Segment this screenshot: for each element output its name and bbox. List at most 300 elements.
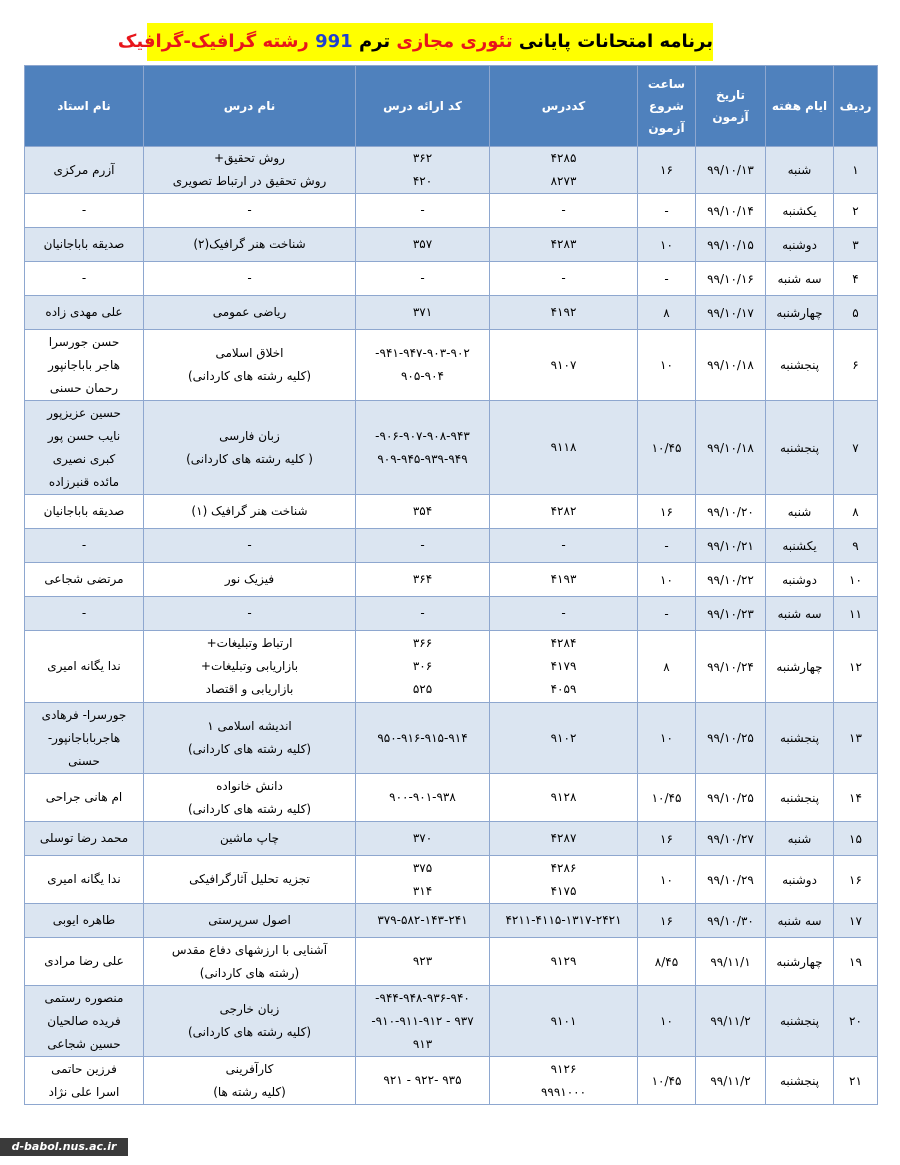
weekday-cell: شنبه (766, 495, 834, 529)
offer-code-cell-line: ۳۶۶ (412, 636, 433, 650)
offer-code-cell-line: ۳۱۴ (412, 883, 433, 898)
course-name-cell (144, 495, 356, 529)
date-cell: ۹۹/۱۱/۲ (696, 986, 766, 1057)
course-code-cell-line: ۴۲۸۲ (550, 504, 577, 518)
professor-cell (25, 986, 144, 1057)
time-cell: ۱۰/۴۵ (638, 401, 696, 495)
course-name-cell (144, 194, 356, 228)
course-name-cell (144, 631, 356, 703)
course-name-cell (144, 703, 356, 774)
course-code-cell (490, 597, 638, 631)
professor-cell-line: علی رضا مرادی (44, 954, 124, 968)
offer-code-cell (356, 296, 490, 330)
course-name-cell-line: فیزیک نور (224, 572, 275, 586)
professor-cell-line: - (81, 606, 87, 620)
professor-cell-line: هاجرباباجانپور- (47, 730, 121, 745)
offer-code-cell (356, 495, 490, 529)
professor-cell (25, 563, 144, 597)
row-number-cell: ۱۶ (834, 856, 878, 904)
course-code-cell (490, 703, 638, 774)
professor-cell-line: حسنی (68, 753, 100, 768)
course-code-cell (490, 856, 638, 904)
time-cell: ۱۰/۴۵ (638, 1057, 696, 1105)
offer-code-cell-line: ۹۵۰-۹۱۶-۹۱۵-۹۱۴ (377, 730, 468, 745)
professor-cell-line: محمد رضا توسلی (39, 831, 129, 845)
offer-code-cell (356, 147, 490, 194)
offer-code-cell (356, 1057, 490, 1105)
time-cell: ۱۶ (638, 904, 696, 938)
weekday-cell: پنجشنبه (766, 774, 834, 822)
date-cell: ۹۹/۱۰/۲۰ (696, 495, 766, 529)
time-cell: ۸/۴۵ (638, 938, 696, 986)
table-row (25, 194, 878, 228)
professor-cell-line: صدیقه باباجانیان (43, 504, 125, 518)
course-code-cell-line: ۴۱۷۵ (550, 883, 577, 898)
course-name-cell-line: (رشته های کاردانی) (199, 965, 300, 980)
course-name-cell-line: (کلیه رشته های کاردانی) (187, 801, 311, 816)
offer-code-cell (356, 631, 490, 703)
professor-cell (25, 703, 144, 774)
time-cell: ۱۰ (638, 330, 696, 401)
course-name-cell-line: روش تحقیق+ (214, 151, 285, 165)
professor-cell-line: - (81, 538, 87, 552)
course-name-cell (144, 330, 356, 401)
professor-cell-line: ام هانی جراحی (45, 790, 123, 804)
course-code-cell-line: - (561, 606, 566, 620)
table-row (25, 986, 878, 1057)
time-cell: - (638, 262, 696, 296)
course-name-cell-line: ( کلیه رشته های کاردانی) (186, 451, 313, 466)
professor-cell (25, 822, 144, 856)
row-number-cell: ۱ (834, 147, 878, 194)
table-row (25, 703, 878, 774)
course-name-cell-line: زبان خارجی (219, 1002, 280, 1016)
row-number-cell: ۱۴ (834, 774, 878, 822)
course-name-cell (144, 401, 356, 495)
time-cell: ۱۰ (638, 228, 696, 262)
course-name-cell-line: ارتباط وتبلیغات+ (206, 636, 293, 650)
weekday-cell: چهارشنبه (766, 296, 834, 330)
page-title (117, 23, 713, 61)
offer-code-cell-line: ۳۷۰ (412, 831, 433, 845)
row-number-cell: ۱۹ (834, 938, 878, 986)
professor-cell (25, 904, 144, 938)
offer-code-cell (356, 529, 490, 563)
professor-cell (25, 262, 144, 296)
date-cell: ۹۹/۱۰/۲۷ (696, 822, 766, 856)
course-code-cell (490, 401, 638, 495)
weekday-cell: چهارشنبه (766, 938, 834, 986)
offer-code-cell (356, 856, 490, 904)
date-cell: ۹۹/۱۰/۲۵ (696, 774, 766, 822)
course-name-cell-line: - (247, 606, 252, 620)
professor-cell-line: ندا یگانه امیری (47, 872, 121, 886)
course-code-cell (490, 1057, 638, 1105)
title-part-5: رشته گرافیک-گرافیک (117, 31, 309, 52)
professor-cell (25, 401, 144, 495)
course-name-cell-line: روش تحقیق در ارتباط تصویری (172, 174, 327, 188)
row-number-cell: ۶ (834, 330, 878, 401)
title-part-1: برنامه امتحانات پایانی (518, 31, 713, 52)
header-offer-code: کد ارائه درس (356, 66, 490, 147)
row-number-cell: ۹ (834, 529, 878, 563)
course-name-cell-line: شناخت هنر گرافیک(۲) (193, 237, 306, 251)
course-code-cell (490, 330, 638, 401)
header-date-line: آزمون (712, 110, 749, 124)
title-part-3: ترم (358, 31, 391, 52)
professor-cell-line: فریده صالحیان (47, 1013, 121, 1028)
course-code-cell (490, 228, 638, 262)
time-cell: - (638, 597, 696, 631)
weekday-cell: شنبه (766, 147, 834, 194)
offer-code-cell (356, 401, 490, 495)
header-date (696, 66, 766, 147)
course-code-cell-line: ۴۱۷۹ (550, 659, 577, 673)
course-code-cell-line: - (561, 203, 566, 217)
course-code-cell-line: ۹۱۲۸ (550, 790, 577, 804)
header-time-line: شروع (649, 99, 684, 113)
header-course-name: نام درس (144, 66, 356, 147)
date-cell: ۹۹/۱۰/۱۳ (696, 147, 766, 194)
weekday-cell: پنجشنبه (766, 401, 834, 495)
professor-cell-line: حسین شجاعی (47, 1036, 121, 1051)
row-number-cell: ۱۱ (834, 597, 878, 631)
table-row (25, 330, 878, 401)
course-name-cell-line: اصول سرپرستی (208, 913, 291, 927)
offer-code-cell (356, 262, 490, 296)
header-time-line: ساعت (647, 77, 686, 91)
row-number-cell: ۲ (834, 194, 878, 228)
time-cell: ۱۰ (638, 856, 696, 904)
offer-code-cell-line: ۵۲۵ (412, 682, 433, 696)
site-watermark: d-babol.nus.ac.ir (0, 1138, 128, 1156)
header-time-line: آزمون (648, 121, 685, 135)
offer-code-cell-line: ۹۴۴-۹۴۸-۹۳۶-۹۴۰- (375, 990, 470, 1005)
professor-cell-line: اسرا علی نژاد (48, 1084, 120, 1099)
offer-code-cell-line: ۳۷۱ (412, 305, 433, 319)
course-name-cell-line: - (247, 203, 252, 217)
course-code-cell-line: - (561, 538, 566, 552)
professor-cell (25, 631, 144, 703)
course-name-cell (144, 296, 356, 330)
course-name-cell (144, 904, 356, 938)
exam-schedule-table (24, 65, 878, 1105)
course-code-cell-line: ۴۲۸۵ (550, 151, 577, 165)
date-cell: ۹۹/۱۱/۲ (696, 1057, 766, 1105)
course-code-cell-line: ۹۱۰۲ (550, 730, 577, 745)
weekday-cell: سه شنبه (766, 262, 834, 296)
course-name-cell (144, 262, 356, 296)
offer-code-cell (356, 597, 490, 631)
offer-code-cell (356, 228, 490, 262)
course-name-cell-line: شناخت هنر گرافیک (۱) (191, 504, 308, 518)
table-header-row (25, 66, 878, 147)
professor-cell-line: منصوره رستمی (44, 990, 124, 1005)
weekday-cell: سه شنبه (766, 597, 834, 631)
weekday-cell: یکشنبه (766, 194, 834, 228)
date-cell: ۹۹/۱۰/۲۴ (696, 631, 766, 703)
weekday-cell: پنجشنبه (766, 986, 834, 1057)
course-code-cell-line: ۹۱۲۹ (550, 954, 577, 968)
professor-cell-line: حسین عزیزپور (47, 405, 121, 420)
row-number-cell: ۱۳ (834, 703, 878, 774)
course-code-cell (490, 563, 638, 597)
course-code-cell (490, 774, 638, 822)
header-date-line: تاریخ (715, 88, 746, 102)
offer-code-cell (356, 938, 490, 986)
course-code-cell-line: ۴۱۹۳ (550, 572, 577, 586)
table-row (25, 529, 878, 563)
professor-cell-line: رحمان حسنی (49, 380, 119, 395)
row-number-cell: ۲۰ (834, 986, 878, 1057)
date-cell: ۹۹/۱۰/۱۸ (696, 401, 766, 495)
course-code-cell-line: ۴۱۹۲ (550, 305, 577, 319)
course-code-cell-line: ۴۲۸۳ (550, 237, 577, 251)
row-number-cell: ۷ (834, 401, 878, 495)
time-cell: ۱۰ (638, 703, 696, 774)
professor-cell (25, 194, 144, 228)
table-row (25, 822, 878, 856)
date-cell: ۹۹/۱۰/۱۵ (696, 228, 766, 262)
table-row (25, 262, 878, 296)
time-cell: ۸ (638, 296, 696, 330)
course-name-cell-line: (کلیه رشته های کاردانی) (187, 369, 311, 383)
row-number-cell: ۳ (834, 228, 878, 262)
course-name-cell-line: ریاضی عمومی (212, 305, 287, 319)
course-code-cell (490, 529, 638, 563)
header-time (638, 66, 696, 147)
professor-cell-line: فرزین حاتمی (51, 1061, 117, 1076)
table-row (25, 904, 878, 938)
offer-code-cell-line: ۳۷۵ (412, 860, 433, 875)
header-row-no: ردیف (834, 66, 878, 147)
course-code-cell-line: - (561, 271, 566, 285)
course-name-cell-line: (کلیه رشته ها) (213, 1084, 286, 1099)
offer-code-cell-line: ۳۵۷ (412, 237, 433, 251)
offer-code-cell-line: ۹۰۶-۹۰۷-۹۰۸-۹۴۳- (375, 428, 470, 443)
offer-code-cell-line: ۳۶۴ (412, 572, 433, 586)
time-cell: - (638, 529, 696, 563)
time-cell: ۱۶ (638, 822, 696, 856)
professor-cell (25, 228, 144, 262)
offer-code-cell-line: ۳۵۴ (412, 504, 433, 518)
date-cell: ۹۹/۱۰/۱۶ (696, 262, 766, 296)
course-name-cell-line: - (247, 538, 252, 552)
weekday-cell: پنجشنبه (766, 1057, 834, 1105)
professor-cell-line: آزرم مرکزی (53, 162, 115, 177)
course-name-cell-line: کارآفرینی (225, 1061, 274, 1076)
table-row (25, 774, 878, 822)
professor-cell (25, 597, 144, 631)
professor-cell (25, 147, 144, 194)
offer-code-cell-line: ۳۰۶ (412, 659, 433, 673)
offer-code-cell (356, 563, 490, 597)
table-row (25, 856, 878, 904)
header-professor: نام استاد (25, 66, 144, 147)
offer-code-cell-line: ۹۰۹-۹۴۵-۹۳۹-۹۴۹ (377, 451, 468, 466)
course-code-cell-line: ۴۲۸۶ (550, 860, 577, 875)
course-code-cell (490, 495, 638, 529)
course-code-cell (490, 296, 638, 330)
title-part-2: تئوری مجازی (396, 31, 513, 52)
offer-code-cell-line: - (420, 606, 425, 620)
course-name-cell-line: (کلیه رشته های کاردانی) (187, 742, 311, 756)
offer-code-cell-line: ۳۷۹-۵۸۲-۱۴۳-۲۴۱ (377, 913, 468, 927)
professor-cell-line: کبری نصیری (52, 451, 116, 466)
offer-code-cell-line: - (420, 271, 425, 285)
time-cell: ۱۰ (638, 563, 696, 597)
date-cell: ۹۹/۱۰/۲۹ (696, 856, 766, 904)
row-number-cell: ۱۵ (834, 822, 878, 856)
offer-code-cell-line: ۴۲۰ (412, 174, 433, 188)
weekday-cell: دوشنبه (766, 856, 834, 904)
table-row (25, 296, 878, 330)
date-cell: ۹۹/۱۱/۱ (696, 938, 766, 986)
weekday-cell: دوشنبه (766, 563, 834, 597)
offer-code-cell-line: - (420, 538, 425, 552)
course-name-cell (144, 147, 356, 194)
offer-code-cell-line: ۹۰۵-۹۰۴ (400, 369, 444, 383)
time-cell: ۸ (638, 631, 696, 703)
offer-code-cell (356, 986, 490, 1057)
course-name-cell-line: تجزیه تحلیل آثارگرافیکی (189, 872, 310, 886)
course-code-cell-line: ۴۲۸۴ (550, 636, 577, 650)
offer-code-cell-line: ۹۰۰-۹۰۱-۹۳۸ (389, 790, 456, 804)
professor-cell-line: صدیقه باباجانیان (43, 237, 125, 251)
time-cell: ۱۰ (638, 986, 696, 1057)
course-code-cell (490, 631, 638, 703)
course-code-cell (490, 822, 638, 856)
offer-code-cell (356, 774, 490, 822)
professor-cell-line: هاجر باباجانپور (48, 357, 120, 372)
row-number-cell: ۴ (834, 262, 878, 296)
weekday-cell: شنبه (766, 822, 834, 856)
offer-code-cell (356, 822, 490, 856)
professor-cell-line: علی مهدی زاده (45, 305, 123, 319)
course-name-cell (144, 938, 356, 986)
course-name-cell-line: بازاریابی و اقتصاد (205, 682, 294, 696)
professor-cell (25, 330, 144, 401)
table-row (25, 563, 878, 597)
time-cell: ۱۶ (638, 495, 696, 529)
offer-code-cell-line: ۹۳۷ - ۹۱۰-۹۱۱-۹۱۲- (371, 1013, 474, 1028)
time-cell: ۱۶ (638, 147, 696, 194)
course-code-cell-line: ۹۱۲۶ (550, 1061, 577, 1076)
course-name-cell (144, 856, 356, 904)
professor-cell (25, 495, 144, 529)
course-name-cell-line: اندیشه اسلامی ۱ (207, 719, 292, 733)
course-name-cell (144, 529, 356, 563)
course-code-cell (490, 904, 638, 938)
weekday-cell: چهارشنبه (766, 631, 834, 703)
course-code-cell-line: ۴۲۸۷ (550, 831, 577, 845)
professor-cell-line: مرتضی شجاعی (44, 572, 124, 586)
date-cell: ۹۹/۱۰/۳۰ (696, 904, 766, 938)
professor-cell (25, 938, 144, 986)
professor-cell-line: طاهره ایوبی (52, 913, 116, 927)
course-name-cell (144, 774, 356, 822)
course-code-cell (490, 262, 638, 296)
course-code-cell (490, 147, 638, 194)
course-name-cell-line: چاپ ماشین (219, 831, 280, 845)
professor-cell-line: نایب حسن پور (47, 428, 121, 443)
table-row (25, 228, 878, 262)
course-name-cell-line: آشنایی با ارزشهای دفاع مقدس (171, 942, 328, 957)
course-name-cell-line: اخلاق اسلامی (215, 346, 284, 360)
course-code-cell-line: ۹۱۰۱ (550, 1013, 577, 1028)
offer-code-cell-line: ۹۳۵ -۹۲۲ - ۹۲۱ (383, 1073, 462, 1087)
weekday-cell: پنجشنبه (766, 703, 834, 774)
offer-code-cell-line: ۹۲۳ (412, 954, 433, 968)
course-name-cell-line: بازاریابی وتبلیغات+ (200, 659, 299, 673)
weekday-cell: دوشنبه (766, 228, 834, 262)
time-cell: - (638, 194, 696, 228)
professor-cell-line: حسن جورسرا (48, 334, 120, 349)
course-code-cell-line: ۸۲۷۳ (550, 174, 577, 188)
professor-cell (25, 529, 144, 563)
header-course-code: کددرس (490, 66, 638, 147)
course-code-cell (490, 986, 638, 1057)
course-name-cell-line: زبان فارسی (219, 428, 280, 443)
offer-code-cell (356, 330, 490, 401)
course-name-cell-line: - (247, 271, 252, 285)
professor-cell-line: - (81, 271, 87, 285)
professor-cell (25, 856, 144, 904)
professor-cell-line: مائده قنبرزاده (48, 474, 120, 489)
header-weekday: ایام هفته (766, 66, 834, 147)
course-code-cell (490, 194, 638, 228)
date-cell: ۹۹/۱۰/۲۵ (696, 703, 766, 774)
date-cell: ۹۹/۱۰/۱۴ (696, 194, 766, 228)
table-row (25, 938, 878, 986)
table-row (25, 631, 878, 703)
course-name-cell (144, 228, 356, 262)
professor-cell (25, 774, 144, 822)
professor-cell (25, 1057, 144, 1105)
date-cell: ۹۹/۱۰/۱۷ (696, 296, 766, 330)
course-name-cell (144, 986, 356, 1057)
professor-cell-line: جورسرا- فرهادی (41, 707, 127, 722)
offer-code-cell-line: - (420, 203, 425, 217)
offer-code-cell-line: ۹۱۳ (412, 1036, 433, 1051)
course-code-cell-line: ۹۱۰۷ (550, 357, 577, 372)
row-number-cell: ۵ (834, 296, 878, 330)
course-code-cell (490, 938, 638, 986)
weekday-cell: سه شنبه (766, 904, 834, 938)
professor-cell (25, 296, 144, 330)
date-cell: ۹۹/۱۰/۲۲ (696, 563, 766, 597)
course-name-cell (144, 597, 356, 631)
offer-code-cell (356, 904, 490, 938)
row-number-cell: ۱۲ (834, 631, 878, 703)
course-name-cell (144, 822, 356, 856)
course-name-cell-line: (کلیه رشته های کاردانی) (187, 1025, 311, 1039)
course-name-cell (144, 1057, 356, 1105)
row-number-cell: ۸ (834, 495, 878, 529)
course-code-cell-line: ۹۱۱۸ (550, 440, 577, 454)
course-code-cell-line: ۴۰۵۹ (550, 682, 577, 696)
course-name-cell (144, 563, 356, 597)
course-name-cell-line: دانش خانواده (216, 778, 283, 793)
offer-code-cell (356, 194, 490, 228)
date-cell: ۹۹/۱۰/۲۱ (696, 529, 766, 563)
row-number-cell: ۲۱ (834, 1057, 878, 1105)
row-number-cell: ۱۷ (834, 904, 878, 938)
course-code-cell-line: ۹۹۹۱۰۰۰ (540, 1084, 587, 1099)
title-part-4: 991 (315, 31, 353, 52)
table-row (25, 401, 878, 495)
row-number-cell: ۱۰ (834, 563, 878, 597)
